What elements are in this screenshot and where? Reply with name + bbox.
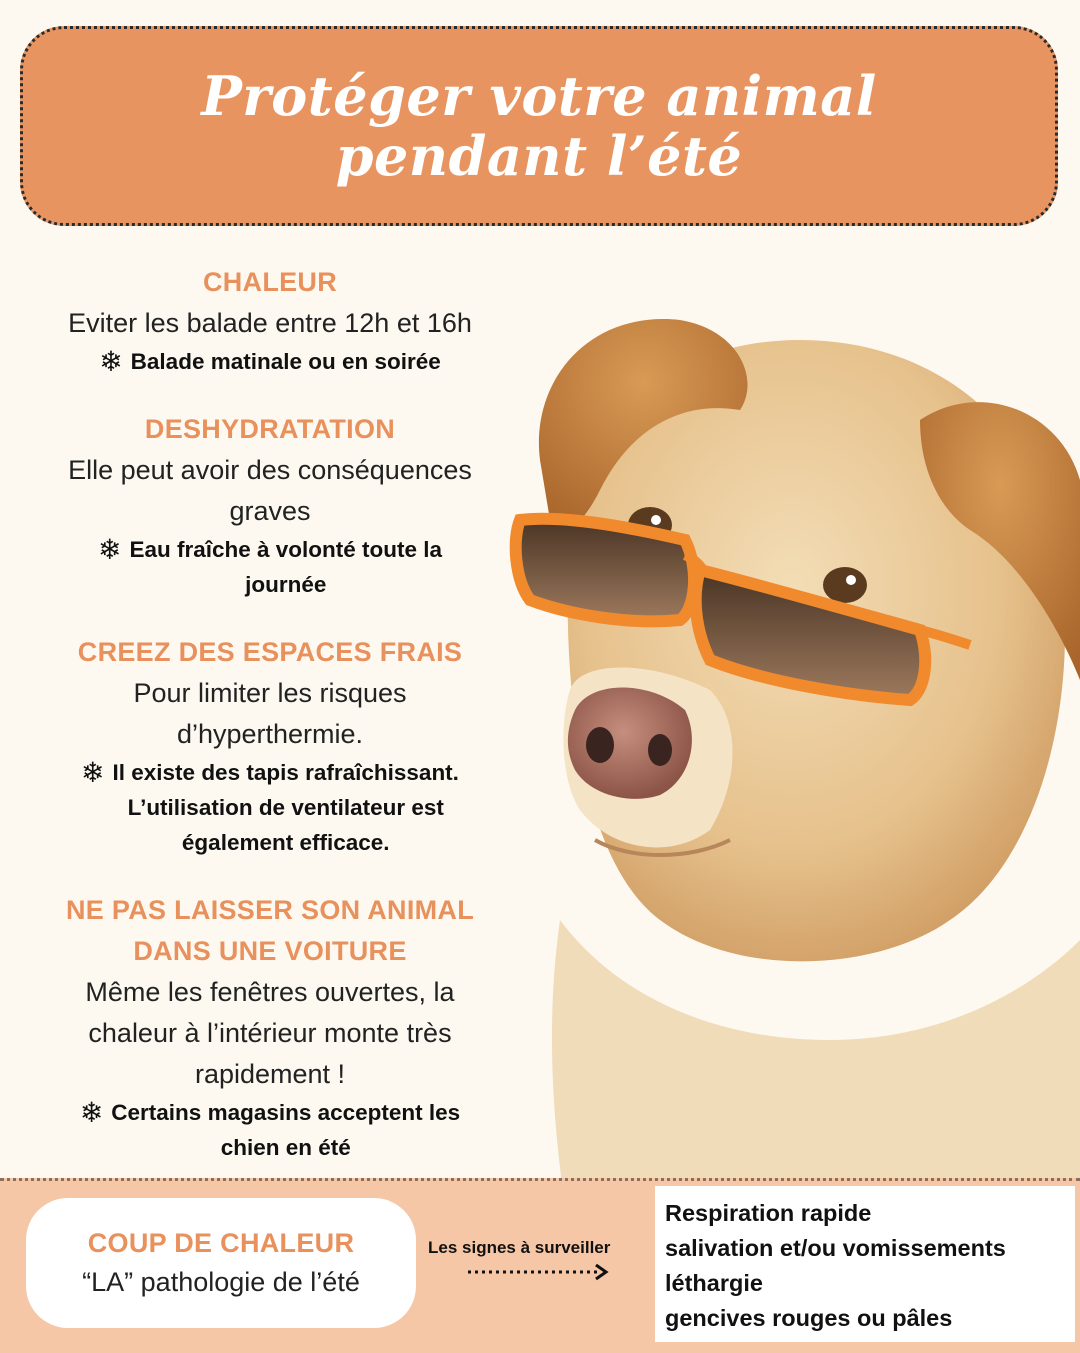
section-espaces-frais [0,632,540,860]
snowflake-icon: ❄ [79,1097,104,1128]
snowflake-icon: ❄ [81,757,105,788]
tip-line: chien en été [220,1135,351,1160]
page-title-line-1: Protéger votre animal [201,64,877,128]
section-body-line: Pour limiter les risques [133,678,407,708]
section-body-line: rapidement ! [194,1059,346,1089]
coup-de-chaleur-box [26,1198,416,1328]
tip-line: Balade matinale ou en soirée [130,349,441,374]
section-title: DESHYDRATATION [144,414,396,444]
title-banner [20,26,1058,226]
section-chaleur [0,262,540,379]
tip-line: également efficace. [181,830,390,855]
tip-line: Il existe des tapis rafraîchissant. [112,760,459,785]
section-body-line: graves [229,496,311,526]
section-tip [0,344,540,379]
section-tip-text [111,1095,460,1165]
snowflake-icon: ❄ [99,346,123,377]
section-body-line: d’hyperthermie. [176,719,364,749]
tip-line: L’utilisation de ventilateur est [127,795,444,820]
section-title: CHALEUR [202,267,338,297]
section-tip-text [129,532,442,602]
section-body-line: chaleur à l’intérieur monte très [88,1018,452,1048]
section-deshydratation [0,409,540,602]
section-voiture [0,890,540,1165]
section-title-line: NE PAS LAISSER SON ANIMAL [65,895,475,925]
section-tip [0,1095,540,1165]
coup-title: COUP DE CHALEUR [87,1228,355,1258]
section-body: Eviter les balade entre 12h et 16h [68,308,472,338]
tip-line: journée [245,572,327,597]
signs-list [655,1186,1075,1342]
page-title-line-2: pendant l’été [335,124,743,188]
sign-item: gencives rouges ou pâles [665,1305,953,1331]
section-title-line: DANS UNE VOITURE [133,936,407,966]
section-tip-text [131,344,441,379]
sign-item: léthargie [665,1270,763,1296]
coup-subtitle: “LA” pathologie de l’été [82,1267,360,1297]
section-body-line: Même les fenêtres ouvertes, la [85,977,455,1007]
tip-line: Certains magasins acceptent les [111,1100,461,1125]
snowflake-icon: ❄ [97,534,122,565]
section-body-line: Elle peut avoir des conséquences [68,455,472,485]
tip-line: Eau fraîche à volonté toute la [129,537,443,562]
section-tip [0,755,540,860]
signs-label: Les signes à surveiller [428,1238,611,1257]
section-tip-text [113,755,459,860]
advice-sections [0,262,540,1195]
section-tip [0,532,540,602]
section-title: CREEZ DES ESPACES FRAIS [77,637,463,667]
sign-item: salivation et/ou vomissements [665,1235,1006,1261]
dotted-arrow-icon [466,1262,611,1282]
sign-item: Respiration rapide [665,1200,872,1226]
